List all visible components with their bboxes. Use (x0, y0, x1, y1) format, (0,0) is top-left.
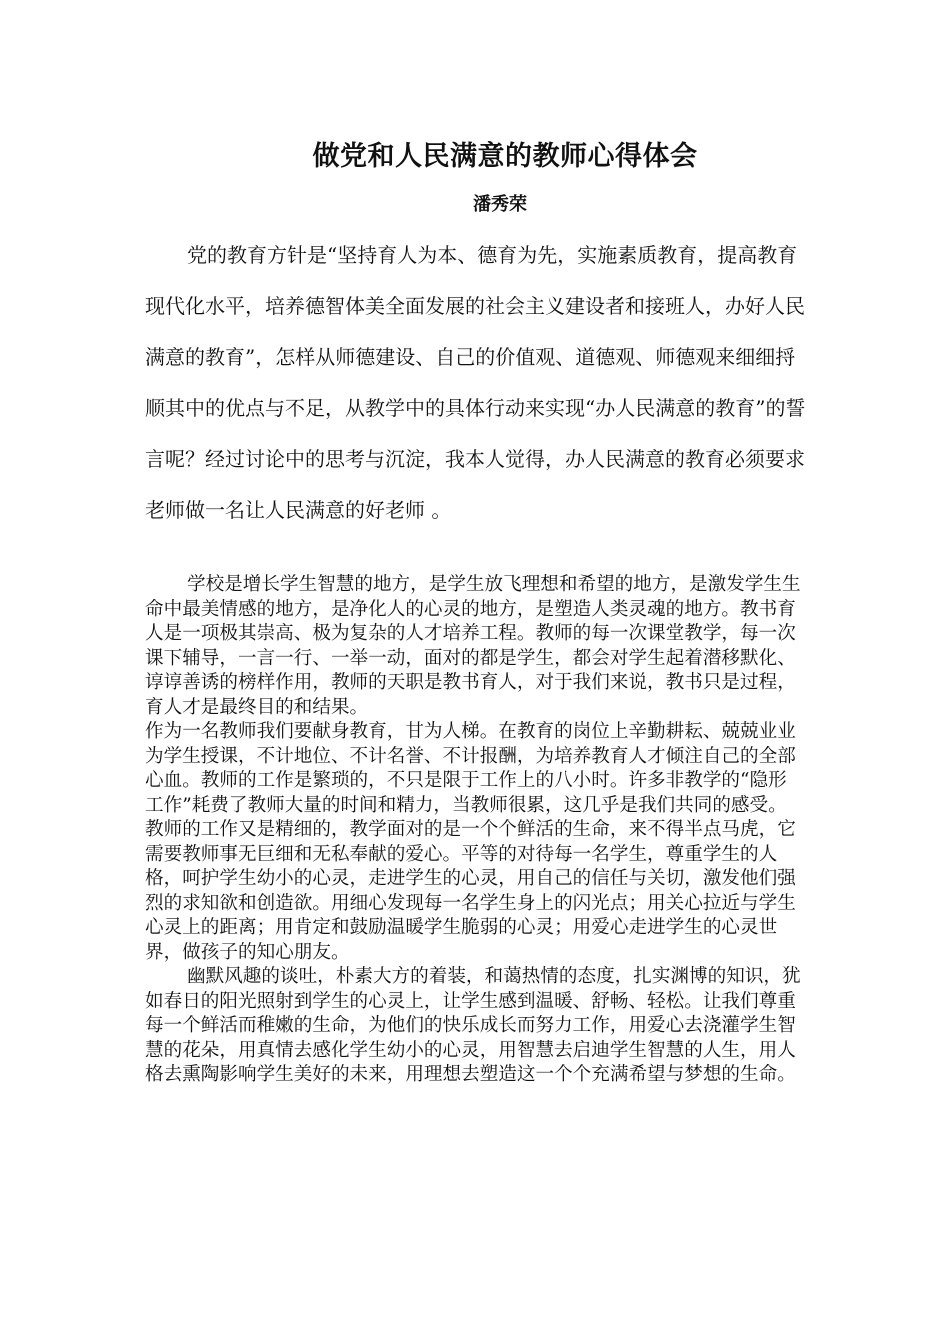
paragraph-1: 党的教育方针是“坚持育人为本、德育为先，实施素质教育，提高教育现代化水平，培养德智体美全面发展的社会主义建设者和接班人，办好人民满意的教育”，怎样从师德建设、自己的价值观、道德观、师德观来细细捋顺其中的优点与不足，从教学中的具体行动来实现“办人民满意的教育”的誓言呢？经过讨论中的思考与沉淀，我本人觉得，办人民满意的教育必须要求老师做一名让人民满意的好老师 。 (145, 243, 806, 522)
document-title: 做党和人民满意的教师心得体会 (312, 141, 698, 172)
paragraph-2: 学校是增长学生智慧的地方，是学生放飞理想和希望的地方，是激发学生生命中最美情感的地方，是净化人的心灵的地方，是塑造人类灵魂的地方。教书育人是一项极其崇高、极为复杂的人才培养工程。教师的每一次课堂教学，每一次课下辅导，一言一行、一举一动，面对的都是学生，都会对学生起着潜移默化、谆谆善诱的榜样作用，教师的天职是教书育人，对于我们来说，教书只是过程，育人才是最终目的和结果。 (145, 574, 801, 718)
paragraph-3: 作为一名教师我们要献身教育，甘为人梯。在教育的岗位上辛勤耕耘、兢兢业业为学生授课，不计地位、不计名誉、不计报酬，为培养教育人才倾注自己的全部心血。教师的工作是繁琐的，不只是限于工作上的八小时。许多非教学的“隐形工作”耗费了教师大量的时间和精力，当教师很累，这几乎是我们共同的感受。教师的工作又是精细的，教学面对的是一个个鲜活的生命，来不得半点马虎，它需要教师事无巨细和无私奉献的爱心。平等的对待每一名学生，尊重学生的人格，呵护学生幼小的心灵，走进学生的心灵，用自己的信任与关切，激发他们强烈的求知欲和创造欲。用细心发现每一名学生身上的闪光点；用关心拉近与学生心灵上的距离；用肯定和鼓励温暖学生脆弱的心灵；用爱心走进学生的心灵世界，做孩子的知心朋友。 (145, 721, 796, 963)
paragraph-4: 幽默风趣的谈吐，朴素大方的着装，和蔼热情的态度，扎实渊博的知识，犹如春日的阳光照射到学生的心灵上，让学生感到温暖、舒畅、轻松。让我们尊重每一个鲜活而稚嫩的生命，为他们的快乐成长而努力工作，用爱心去浇灌学生智慧的花朵，用真情去感化学生幼小的心灵，用智慧去启迪学生智慧的人生，用人格去熏陶影响学生美好的未来，用理想去塑造这一个个充满希望与梦想的生命。 (145, 966, 801, 1085)
body-text (145, 573, 805, 1088)
author-name: 潘秀荣 (473, 194, 527, 215)
